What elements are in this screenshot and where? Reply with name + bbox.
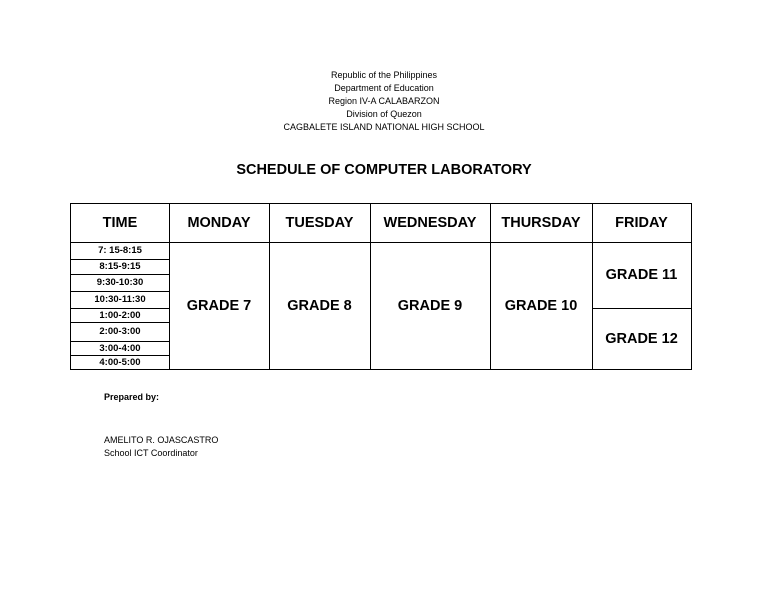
letterhead-country: Republic of the Philippines (330, 70, 438, 80)
signatory-role: School ICT Coordinator (104, 448, 198, 458)
cell-wednesday-grade: GRADE 9 (397, 297, 463, 314)
schedule-table (70, 203, 692, 370)
time-slot: 1:00-2:00 (99, 309, 141, 321)
signatory (104, 434, 218, 460)
header-wednesday: WEDNESDAY (383, 215, 477, 231)
letterhead-school: CAGBALETE ISLAND NATIONAL HIGH SCHOOL (283, 122, 485, 132)
document-title: SCHEDULE OF COMPUTER LABORATORY (236, 162, 532, 178)
time-slot: 9:30-10:30 (96, 277, 144, 288)
header-time: TIME (102, 215, 138, 231)
cell-thursday-grade: GRADE 10 (504, 297, 578, 314)
cell-friday-afternoon-grade: GRADE 12 (605, 330, 678, 347)
signatory-name: AMELITO R. OJASCASTRO (104, 435, 219, 445)
header-tuesday: TUESDAY (285, 215, 354, 231)
cell-monday-grade: GRADE 7 (186, 297, 252, 314)
time-slot: 2:00-3:00 (99, 326, 141, 337)
header-monday: MONDAY (187, 215, 251, 231)
header-friday: FRIDAY (615, 215, 668, 231)
letterhead (0, 69, 768, 134)
cell-tuesday-grade: GRADE 8 (287, 297, 352, 314)
cell-friday-morning-grade: GRADE 11 (605, 267, 678, 283)
letterhead-department: Department of Education (334, 83, 434, 93)
header-thursday: THURSDAY (501, 215, 581, 231)
time-slot: 4:00-5:00 (99, 356, 141, 368)
time-slot: 7: 15-8:15 (98, 245, 142, 256)
time-slot: 10:30-11:30 (94, 294, 146, 305)
letterhead-region: Region IV-A CALABARZON (328, 96, 440, 106)
prepared-by-label: Prepared by: (104, 392, 160, 402)
time-slot: 8:15-9:15 (99, 261, 141, 272)
letterhead-division: Division of Quezon (346, 109, 422, 119)
time-slot: 3:00-4:00 (99, 342, 141, 354)
